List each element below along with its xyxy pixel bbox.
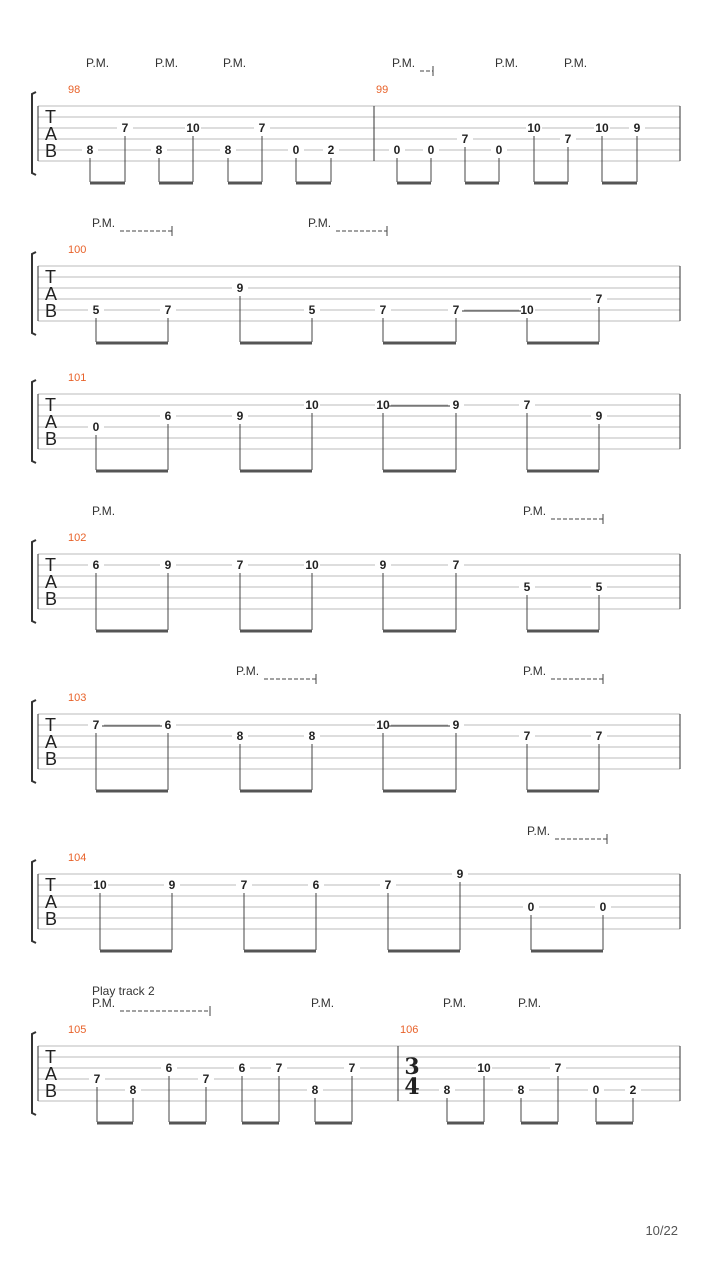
fret-number: 9 <box>379 558 387 572</box>
fret-number: 10 <box>527 121 541 135</box>
palm-mute-label: P.M. <box>92 216 116 230</box>
tab-clef-letter: T <box>45 395 56 415</box>
tab-clef-letter: T <box>45 555 56 575</box>
fret-number: 2 <box>327 143 335 157</box>
fret-number: 7 <box>461 132 469 146</box>
fret-number: 6 <box>164 718 172 732</box>
fret-number: 7 <box>202 1072 210 1086</box>
system-bracket <box>32 380 36 463</box>
system-bracket <box>32 252 36 335</box>
fret-number: 7 <box>236 558 244 572</box>
fret-number: 7 <box>554 1061 562 1075</box>
system-bracket <box>32 700 36 783</box>
tab-clef-letter: B <box>45 429 58 449</box>
palm-mute-label: P.M. <box>86 56 110 70</box>
fret-number: 7 <box>379 303 387 317</box>
fret-number: 10 <box>376 398 390 412</box>
tab-clef-letter: B <box>45 909 58 929</box>
palm-mute-label: P.M. <box>392 56 416 70</box>
fret-number: 8 <box>86 143 94 157</box>
tab-clef-letter: A <box>45 892 58 912</box>
fret-number: 0 <box>527 900 535 914</box>
fret-number: 7 <box>452 558 460 572</box>
fret-number: 7 <box>92 718 100 732</box>
fret-number: 8 <box>155 143 163 157</box>
tab-system <box>32 824 680 951</box>
tab-clef-letter: T <box>45 875 56 895</box>
fret-number: 7 <box>595 292 603 306</box>
palm-mute-label: P.M. <box>223 56 247 70</box>
bar-number: 100 <box>68 244 87 256</box>
fret-number: 0 <box>495 143 503 157</box>
palm-mute-label: P.M. <box>523 664 547 678</box>
fret-number: 10 <box>376 718 390 732</box>
fret-number: 8 <box>236 729 244 743</box>
fret-number: 7 <box>384 878 392 892</box>
fret-number: 7 <box>523 398 531 412</box>
tab-clef-letter: A <box>45 732 58 752</box>
bar-number: 104 <box>68 852 87 864</box>
fret-number: 6 <box>164 409 172 423</box>
tab-clef-letter: T <box>45 107 56 127</box>
fret-number: 9 <box>452 718 460 732</box>
fret-number: 7 <box>121 121 129 135</box>
tab-system <box>32 56 680 183</box>
palm-mute-label: P.M. <box>311 996 335 1010</box>
bar-number: 103 <box>68 692 87 704</box>
fret-number: 7 <box>564 132 572 146</box>
fret-number: 8 <box>224 143 232 157</box>
palm-mute-label: P.M. <box>495 56 519 70</box>
fret-number: 10 <box>186 121 200 135</box>
fret-number: 10 <box>477 1061 491 1075</box>
tab-system <box>32 984 680 1123</box>
bar-number: 106 <box>400 1024 419 1036</box>
system-bracket <box>32 540 36 623</box>
tab-system <box>32 664 680 791</box>
fret-number: 8 <box>311 1083 319 1097</box>
fret-number: 7 <box>93 1072 101 1086</box>
fret-number: 7 <box>595 729 603 743</box>
palm-mute-label: P.M. <box>92 996 116 1010</box>
fret-number: 6 <box>312 878 320 892</box>
fret-number: 9 <box>456 867 464 881</box>
palm-mute-label: P.M. <box>518 996 542 1010</box>
tab-system <box>32 504 680 631</box>
tab-clef-letter: B <box>45 1081 58 1101</box>
fret-number: 5 <box>523 580 531 594</box>
fret-number: 6 <box>238 1061 246 1075</box>
bar-number: 102 <box>68 532 87 544</box>
tab-system <box>32 216 680 343</box>
system-bracket <box>32 92 36 175</box>
tab-clef-letter: B <box>45 301 58 321</box>
fret-number: 8 <box>129 1083 137 1097</box>
bar-number: 101 <box>68 372 87 384</box>
tab-clef-letter: B <box>45 141 58 161</box>
tab-clef-letter: A <box>45 124 58 144</box>
system-bracket <box>32 860 36 943</box>
palm-mute-label: P.M. <box>155 56 179 70</box>
palm-mute-label: P.M. <box>523 504 547 518</box>
tab-clef-letter: B <box>45 749 58 769</box>
fret-number: 7 <box>240 878 248 892</box>
fret-number: 10 <box>520 303 534 317</box>
fret-number: 7 <box>348 1061 356 1075</box>
tab-clef-letter: A <box>45 1064 58 1084</box>
fret-number: 7 <box>164 303 172 317</box>
fret-number: 10 <box>305 398 319 412</box>
palm-mute-label: P.M. <box>236 664 260 678</box>
fret-number: 10 <box>595 121 609 135</box>
fret-number: 6 <box>92 558 100 572</box>
fret-number: 7 <box>452 303 460 317</box>
fret-number: 5 <box>595 580 603 594</box>
bar-number: 99 <box>376 84 389 96</box>
time-signature-denominator: 4 <box>404 1074 420 1100</box>
bar-number: 105 <box>68 1024 87 1036</box>
palm-mute-label: P.M. <box>308 216 332 230</box>
fret-number: 7 <box>523 729 531 743</box>
fret-number: 9 <box>236 409 244 423</box>
fret-number: 0 <box>592 1083 600 1097</box>
palm-mute-label: P.M. <box>92 504 116 518</box>
bar-number: 98 <box>68 84 81 96</box>
fret-number: 5 <box>308 303 316 317</box>
fret-number: 9 <box>595 409 603 423</box>
fret-number: 9 <box>633 121 641 135</box>
palm-mute-label: P.M. <box>443 996 467 1010</box>
fret-number: 8 <box>308 729 316 743</box>
fret-number: 7 <box>258 121 266 135</box>
page-number: 10/22 <box>645 1223 678 1238</box>
fret-number: 9 <box>164 558 172 572</box>
fret-number: 8 <box>443 1083 451 1097</box>
tab-clef-letter: T <box>45 1047 56 1067</box>
time-signature-numerator: 3 <box>404 1054 420 1080</box>
fret-number: 10 <box>93 878 107 892</box>
tab-system <box>32 372 680 471</box>
tab-clef-letter: A <box>45 572 58 592</box>
fret-number: 9 <box>168 878 176 892</box>
play-track-instruction: Play track 2 <box>92 984 155 998</box>
fret-number: 0 <box>393 143 401 157</box>
fret-number: 0 <box>92 420 100 434</box>
palm-mute-label: P.M. <box>527 824 551 838</box>
tab-clef-letter: B <box>45 589 58 609</box>
fret-number: 0 <box>599 900 607 914</box>
fret-number: 5 <box>92 303 100 317</box>
fret-number: 8 <box>517 1083 525 1097</box>
fret-number: 10 <box>305 558 319 572</box>
fret-number: 0 <box>427 143 435 157</box>
fret-number: 9 <box>452 398 460 412</box>
palm-mute-label: P.M. <box>564 56 588 70</box>
fret-number: 0 <box>292 143 300 157</box>
tab-clef-letter: T <box>45 715 56 735</box>
system-bracket <box>32 1032 36 1115</box>
fret-number: 7 <box>275 1061 283 1075</box>
fret-number: 6 <box>165 1061 173 1075</box>
tab-clef-letter: T <box>45 267 56 287</box>
fret-number: 2 <box>629 1083 637 1097</box>
tab-clef-letter: A <box>45 412 58 432</box>
tab-clef-letter: A <box>45 284 58 304</box>
fret-number: 9 <box>236 281 244 295</box>
